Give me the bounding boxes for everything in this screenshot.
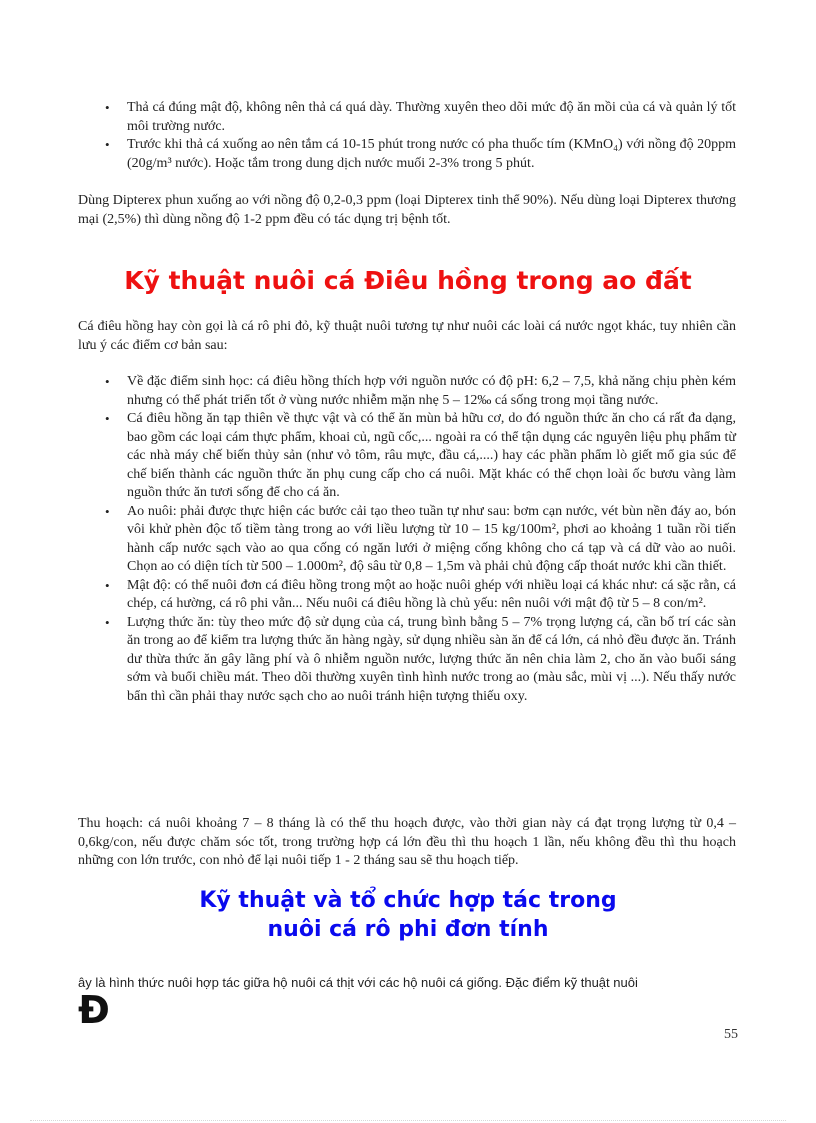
- section-heading-dieu-hong: Kỹ thuật nuôi cá Điêu hồng trong ao đất: [124, 266, 692, 295]
- section2-bullets: [78, 373, 736, 706]
- bullet-item: • Trước khi thả cá xuống ao nên tắm cá 10-15 phút trong nước có pha thuốc tím (KMnO₄) với nồng độ 20ppm (20g/m³ nước). Hoặc tắm trong dung dịch nước muối 2-3% trong 5 phút.: [78, 136, 736, 173]
- section2-intro-block: [78, 318, 736, 355]
- section1-paragraph-block: [78, 192, 736, 229]
- harvest-paragraph: Thu hoạch: cá nuôi khoảng 7 – 8 tháng là có thể thu hoạch được, vào thời gian này cá đạt trọng lượng từ 0,4 – 0,6kg/con, nếu được chăm sóc tốt, trong trường hợp cá lớn đều thì thu hoạch 1 lần, nếu không đều thì thu hoạch những con lớn trước, con nhỏ để lại nuôi tiếp 1 - 2 tháng sau sẽ thu hoạch tiếp.: [78, 816, 736, 868]
- page-number: 55: [724, 1027, 738, 1042]
- bullet-item: • Mật độ: có thể nuôi đơn cá điêu hồng trong một ao hoặc nuôi ghép với nhiều loại cá khác như: cá sặc rằn, cá chép, cá hường, cá rô phi vằn... Nếu nuôi cá điêu hồng là chủ yếu: nên nuôi với mật độ từ 5 – 8 con/m².: [78, 577, 736, 614]
- bullet-item: • Cá điêu hồng ăn tạp thiên về thực vật và có thể ăn mùn bả hữu cơ, do đó nguồn thức ăn cho cá rất đa dạng, bao gồm các loại cám thực phẩm, khoai củ, ngũ cốc,... ngoài ra có thể tận dụng các nguyên liệu phụ phẩm từ các nhà máy chế biến thủy sản (như vỏ tôm, râu mực, đầu cá,....) hay các phần phẩm lò giết mổ gia súc để chế biến thành các nguồn thức ăn phụ cung cấp cho cá nuôi. Mặt khác có thể chọn loài ốc bươu vàng làm nguồn thức ăn tươi sống để cho cá ăn.: [78, 410, 736, 503]
- heading-line-2: nuôi cá rô phi đơn tính: [267, 917, 549, 942]
- section-heading-ro-phi: [0, 886, 816, 944]
- bullet-item: • Ao nuôi: phải được thực hiện các bước cải tạo theo tuần tự như sau: bơm cạn nước, vét bùn nền đáy ao, bón vôi khử phèn độc tố tiềm tàng trong ao với liều lượng từ 10 – 15 kg/100m², phơi ao khoảng 1 tuần rồi tiến hành cấp nước sạch vào ao qua cống có ngăn lưới ở miệng cống không cho cá tạp và cá dữ vào ao nuôi. Chọn ao có diện tích từ 500 – 1.000m², độ sâu từ 0,8 – 1,5m và phải chủ động cấp thoát nước khi cần thiết.: [78, 503, 736, 577]
- bullet-item: • Thả cá đúng mật độ, không nên thả cá quá dày. Thường xuyên theo dõi mức độ ăn mồi của cá và quản lý tốt môi trường nước.: [78, 99, 736, 136]
- heading-line-1: Kỹ thuật và tổ chức hợp tác trong: [199, 888, 617, 913]
- page-bottom-divider: [30, 1120, 786, 1121]
- dipterex-paragraph: Dùng Dipterex phun xuống ao với nồng độ 0,2-0,3 ppm (loại Dipterex tinh thể 90%). Nếu dùng loại Dipterex thương mại (2,5%) thì dùng nồng độ 1-2 ppm đều có tác dụng trị bệnh tốt.: [78, 193, 736, 227]
- harvest-block: [78, 815, 736, 871]
- bullet-item: • Về đặc điểm sinh học: cá điêu hồng thích hợp với nguồn nước có độ pH: 6,2 – 7,5, khả năng chịu phèn kém nhưng có thể phát triển tốt ở vùng nước nhiễm mặn nhẹ 5 – 12‰ cá sống trong mọi tầng nước.: [78, 373, 736, 410]
- intro-paragraph: Cá điêu hồng hay còn gọi là cá rô phi đỏ, kỹ thuật nuôi tương tự như nuôi các loài cá nước ngọt khác, tuy nhiên cần lưu ý các điểm cơ bản sau:: [78, 319, 736, 353]
- section1-bullets: [78, 99, 736, 173]
- drop-cap-letter: Đ: [78, 988, 110, 1032]
- section3-first-line: ây là hình thức nuôi hợp tác giữa hộ nuôi cá thịt với các hộ nuôi cá giống. Đặc điểm kỹ thuật nuôi: [78, 975, 638, 990]
- bullet-item: • Lượng thức ăn: tùy theo mức độ sử dụng của cá, trung bình bằng 5 – 7% trọng lượng cá, cần bố trí các sàn ăn trong ao để kiểm tra lượng thức ăn hàng ngày, sử dụng nhiều sàn ăn để cá lớn, cá nhỏ đều được ăn. Tránh dư thừa thức ăn gây lãng phí và ô nhiễm nguồn nước, lượng thức ăn nên chia làm 2, cho ăn vào buổi sáng sớm và buổi chiều mát. Theo dõi thường xuyên tình hình nước trong ao (màu sắc, mùi vị ...). Nếu thấy nước bẩn thì cần phải thay nước sạch cho ao nuôi tránh hiện tượng thiếu oxy.: [78, 614, 736, 707]
